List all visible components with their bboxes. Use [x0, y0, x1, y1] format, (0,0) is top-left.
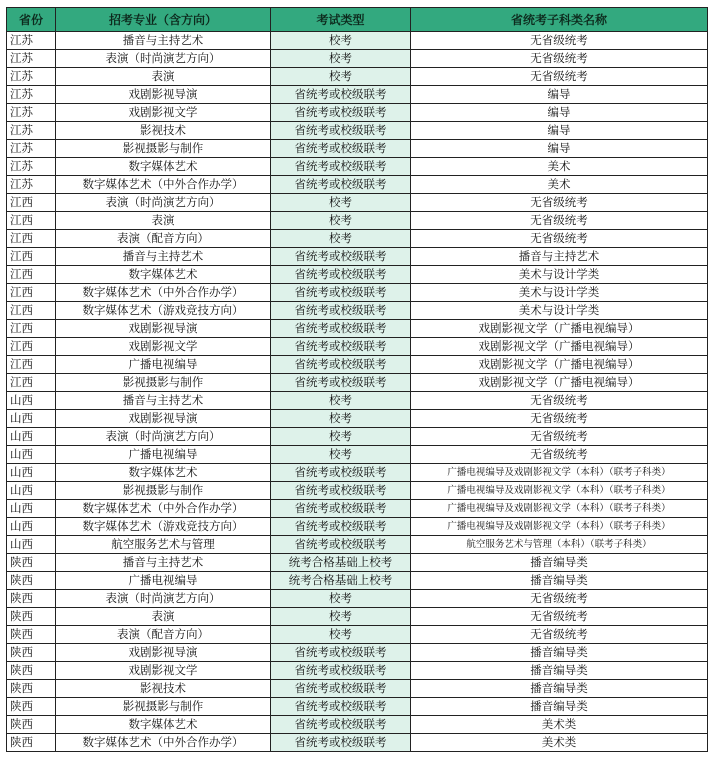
cell-major: 影视技术 [56, 680, 271, 698]
cell-province: 陕西 [7, 662, 56, 680]
cell-province: 山西 [7, 428, 56, 446]
cell-subject-category: 美术类 [411, 716, 708, 734]
cell-exam-type: 省统考或校级联考 [271, 266, 411, 284]
table-row [7, 590, 708, 608]
cell-province: 陕西 [7, 734, 56, 752]
table-row [7, 86, 708, 104]
cell-exam-type: 省统考或校级联考 [271, 356, 411, 374]
table-row [7, 554, 708, 572]
header-exam-type: 考试类型 [271, 8, 411, 32]
cell-exam-type: 省统考或校级联考 [271, 464, 411, 482]
cell-province: 江苏 [7, 68, 56, 86]
cell-major: 戏剧影视文学 [56, 338, 271, 356]
cell-major: 播音与主持艺术 [56, 554, 271, 572]
cell-province: 山西 [7, 410, 56, 428]
cell-subject-category: 无省级统考 [411, 410, 708, 428]
cell-subject-category: 无省级统考 [411, 194, 708, 212]
cell-province: 江苏 [7, 104, 56, 122]
cell-subject-category: 无省级统考 [411, 626, 708, 644]
cell-subject-category: 广播电视编导及戏剧影视文学（本科）（联考子科类） [411, 464, 708, 482]
cell-subject-category: 无省级统考 [411, 428, 708, 446]
cell-exam-type: 校考 [271, 392, 411, 410]
cell-major: 表演 [56, 608, 271, 626]
cell-province: 江西 [7, 374, 56, 392]
header-subject-category: 省统考子科类名称 [411, 8, 708, 32]
cell-exam-type: 省统考或校级联考 [271, 500, 411, 518]
cell-subject-category: 无省级统考 [411, 32, 708, 50]
cell-province: 江苏 [7, 158, 56, 176]
cell-exam-type: 校考 [271, 212, 411, 230]
cell-exam-type: 省统考或校级联考 [271, 734, 411, 752]
cell-major: 数字媒体艺术（游戏竞技方向） [56, 302, 271, 320]
cell-exam-type: 省统考或校级联考 [271, 104, 411, 122]
header-province: 省份 [7, 8, 56, 32]
table-header [7, 8, 708, 32]
table-row [7, 410, 708, 428]
cell-exam-type: 省统考或校级联考 [271, 644, 411, 662]
cell-major: 表演 [56, 212, 271, 230]
cell-province: 山西 [7, 446, 56, 464]
cell-exam-type: 省统考或校级联考 [271, 536, 411, 554]
table-row [7, 680, 708, 698]
cell-province: 江西 [7, 248, 56, 266]
table-row [7, 734, 708, 752]
cell-major: 播音与主持艺术 [56, 32, 271, 50]
cell-major: 表演（配音方向） [56, 230, 271, 248]
cell-subject-category: 广播电视编导及戏剧影视文学（本科）（联考子科类） [411, 518, 708, 536]
table-row [7, 140, 708, 158]
table-row [7, 428, 708, 446]
cell-subject-category: 戏剧影视文学（广播电视编导） [411, 338, 708, 356]
cell-major: 戏剧影视导演 [56, 410, 271, 428]
cell-major: 影视摄影与制作 [56, 140, 271, 158]
cell-exam-type: 省统考或校级联考 [271, 302, 411, 320]
cell-subject-category: 播音编导类 [411, 680, 708, 698]
cell-exam-type: 省统考或校级联考 [271, 338, 411, 356]
cell-province: 江西 [7, 302, 56, 320]
cell-major: 数字媒体艺术 [56, 158, 271, 176]
cell-subject-category: 编导 [411, 122, 708, 140]
table-row [7, 176, 708, 194]
cell-major: 播音与主持艺术 [56, 248, 271, 266]
table-row [7, 716, 708, 734]
cell-province: 江西 [7, 212, 56, 230]
cell-province: 山西 [7, 482, 56, 500]
cell-major: 数字媒体艺术 [56, 464, 271, 482]
cell-major: 广播电视编导 [56, 572, 271, 590]
cell-major: 影视摄影与制作 [56, 698, 271, 716]
cell-exam-type: 省统考或校级联考 [271, 176, 411, 194]
cell-major: 戏剧影视导演 [56, 644, 271, 662]
cell-major: 数字媒体艺术（游戏竞技方向） [56, 518, 271, 536]
header-row [7, 8, 708, 32]
cell-exam-type: 校考 [271, 194, 411, 212]
cell-province: 陕西 [7, 554, 56, 572]
cell-province: 江苏 [7, 176, 56, 194]
cell-province: 陕西 [7, 590, 56, 608]
cell-exam-type: 统考合格基础上校考 [271, 554, 411, 572]
cell-subject-category: 美术与设计学类 [411, 284, 708, 302]
cell-major: 影视摄影与制作 [56, 374, 271, 392]
table-row [7, 212, 708, 230]
cell-subject-category: 无省级统考 [411, 608, 708, 626]
cell-major: 表演（时尚演艺方向） [56, 50, 271, 68]
cell-province: 陕西 [7, 698, 56, 716]
cell-exam-type: 省统考或校级联考 [271, 518, 411, 536]
cell-subject-category: 编导 [411, 140, 708, 158]
table-row [7, 320, 708, 338]
table-row [7, 698, 708, 716]
cell-major: 数字媒体艺术（中外合作办学） [56, 734, 271, 752]
cell-subject-category: 美术 [411, 158, 708, 176]
cell-subject-category: 播音与主持艺术 [411, 248, 708, 266]
table-row [7, 536, 708, 554]
cell-subject-category: 编导 [411, 104, 708, 122]
cell-province: 山西 [7, 518, 56, 536]
table-row [7, 32, 708, 50]
cell-exam-type: 省统考或校级联考 [271, 158, 411, 176]
cell-major: 数字媒体艺术（中外合作办学） [56, 500, 271, 518]
cell-exam-type: 统考合格基础上校考 [271, 572, 411, 590]
cell-exam-type: 校考 [271, 230, 411, 248]
cell-exam-type: 省统考或校级联考 [271, 140, 411, 158]
cell-subject-category: 播音编导类 [411, 572, 708, 590]
cell-major: 广播电视编导 [56, 446, 271, 464]
cell-major: 影视技术 [56, 122, 271, 140]
table-row [7, 68, 708, 86]
cell-subject-category: 无省级统考 [411, 590, 708, 608]
table-row [7, 374, 708, 392]
cell-province: 江西 [7, 356, 56, 374]
cell-province: 山西 [7, 392, 56, 410]
table-row [7, 266, 708, 284]
cell-major: 航空服务艺术与管理 [56, 536, 271, 554]
cell-province: 江西 [7, 230, 56, 248]
table-row [7, 50, 708, 68]
cell-major: 表演 [56, 68, 271, 86]
cell-major: 戏剧影视导演 [56, 86, 271, 104]
table-row [7, 194, 708, 212]
cell-exam-type: 校考 [271, 590, 411, 608]
cell-province: 江苏 [7, 32, 56, 50]
table-row [7, 644, 708, 662]
table-row [7, 122, 708, 140]
cell-major: 数字媒体艺术（中外合作办学） [56, 284, 271, 302]
cell-province: 陕西 [7, 716, 56, 734]
cell-subject-category: 无省级统考 [411, 230, 708, 248]
cell-exam-type: 省统考或校级联考 [271, 320, 411, 338]
cell-province: 江西 [7, 320, 56, 338]
cell-province: 陕西 [7, 644, 56, 662]
cell-major: 表演（时尚演艺方向） [56, 428, 271, 446]
table-row [7, 572, 708, 590]
cell-subject-category: 美术与设计学类 [411, 302, 708, 320]
table-row [7, 284, 708, 302]
cell-major: 播音与主持艺术 [56, 392, 271, 410]
cell-major: 戏剧影视导演 [56, 320, 271, 338]
table-row [7, 392, 708, 410]
cell-subject-category: 戏剧影视文学（广播电视编导） [411, 356, 708, 374]
cell-subject-category: 播音编导类 [411, 662, 708, 680]
table-row [7, 104, 708, 122]
cell-province: 陕西 [7, 608, 56, 626]
cell-province: 山西 [7, 536, 56, 554]
table-row [7, 158, 708, 176]
cell-major: 数字媒体艺术 [56, 716, 271, 734]
cell-subject-category: 广播电视编导及戏剧影视文学（本科）（联考子科类） [411, 482, 708, 500]
cell-major: 数字媒体艺术（中外合作办学） [56, 176, 271, 194]
cell-subject-category: 美术类 [411, 734, 708, 752]
cell-exam-type: 省统考或校级联考 [271, 248, 411, 266]
table-row [7, 518, 708, 536]
cell-subject-category: 无省级统考 [411, 212, 708, 230]
cell-major: 戏剧影视文学 [56, 662, 271, 680]
cell-province: 江西 [7, 338, 56, 356]
admission-table [6, 7, 708, 752]
cell-exam-type: 省统考或校级联考 [271, 662, 411, 680]
cell-subject-category: 无省级统考 [411, 50, 708, 68]
cell-exam-type: 省统考或校级联考 [271, 680, 411, 698]
table-body [7, 32, 708, 752]
cell-major: 表演（配音方向） [56, 626, 271, 644]
cell-major: 数字媒体艺术 [56, 266, 271, 284]
cell-province: 江苏 [7, 140, 56, 158]
cell-exam-type: 校考 [271, 32, 411, 50]
cell-subject-category: 无省级统考 [411, 68, 708, 86]
table-row [7, 500, 708, 518]
table-row [7, 446, 708, 464]
cell-province: 江苏 [7, 86, 56, 104]
cell-province: 山西 [7, 464, 56, 482]
cell-exam-type: 校考 [271, 410, 411, 428]
cell-subject-category: 播音编导类 [411, 554, 708, 572]
cell-subject-category: 美术与设计学类 [411, 266, 708, 284]
cell-major: 影视摄影与制作 [56, 482, 271, 500]
cell-province: 陕西 [7, 680, 56, 698]
admission-table-container [6, 7, 708, 752]
table-row [7, 482, 708, 500]
cell-subject-category: 播音编导类 [411, 644, 708, 662]
cell-subject-category: 无省级统考 [411, 392, 708, 410]
cell-subject-category: 航空服务艺术与管理（本科）（联考子科类） [411, 536, 708, 554]
table-row [7, 356, 708, 374]
table-row [7, 302, 708, 320]
cell-major: 表演（时尚演艺方向） [56, 194, 271, 212]
cell-exam-type: 校考 [271, 428, 411, 446]
cell-exam-type: 省统考或校级联考 [271, 482, 411, 500]
cell-exam-type: 校考 [271, 68, 411, 86]
cell-exam-type: 校考 [271, 446, 411, 464]
cell-exam-type: 校考 [271, 608, 411, 626]
cell-province: 江西 [7, 284, 56, 302]
cell-province: 陕西 [7, 572, 56, 590]
cell-exam-type: 省统考或校级联考 [271, 716, 411, 734]
table-row [7, 608, 708, 626]
cell-subject-category: 戏剧影视文学（广播电视编导） [411, 320, 708, 338]
cell-major: 广播电视编导 [56, 356, 271, 374]
cell-subject-category: 美术 [411, 176, 708, 194]
table-row [7, 662, 708, 680]
cell-major: 表演（时尚演艺方向） [56, 590, 271, 608]
cell-exam-type: 省统考或校级联考 [271, 374, 411, 392]
cell-exam-type: 省统考或校级联考 [271, 698, 411, 716]
cell-province: 江西 [7, 194, 56, 212]
cell-subject-category: 无省级统考 [411, 446, 708, 464]
cell-province: 山西 [7, 500, 56, 518]
table-row [7, 338, 708, 356]
cell-province: 江苏 [7, 50, 56, 68]
cell-exam-type: 校考 [271, 50, 411, 68]
table-row [7, 464, 708, 482]
cell-major: 戏剧影视文学 [56, 104, 271, 122]
table-row [7, 248, 708, 266]
header-major: 招考专业（含方向） [56, 8, 271, 32]
cell-exam-type: 省统考或校级联考 [271, 122, 411, 140]
cell-exam-type: 校考 [271, 626, 411, 644]
cell-province: 江苏 [7, 122, 56, 140]
cell-province: 陕西 [7, 626, 56, 644]
cell-subject-category: 播音编导类 [411, 698, 708, 716]
cell-exam-type: 省统考或校级联考 [271, 284, 411, 302]
cell-subject-category: 戏剧影视文学（广播电视编导） [411, 374, 708, 392]
cell-province: 江西 [7, 266, 56, 284]
cell-subject-category: 编导 [411, 86, 708, 104]
table-row [7, 230, 708, 248]
cell-exam-type: 省统考或校级联考 [271, 86, 411, 104]
cell-subject-category: 广播电视编导及戏剧影视文学（本科）（联考子科类） [411, 500, 708, 518]
table-row [7, 626, 708, 644]
